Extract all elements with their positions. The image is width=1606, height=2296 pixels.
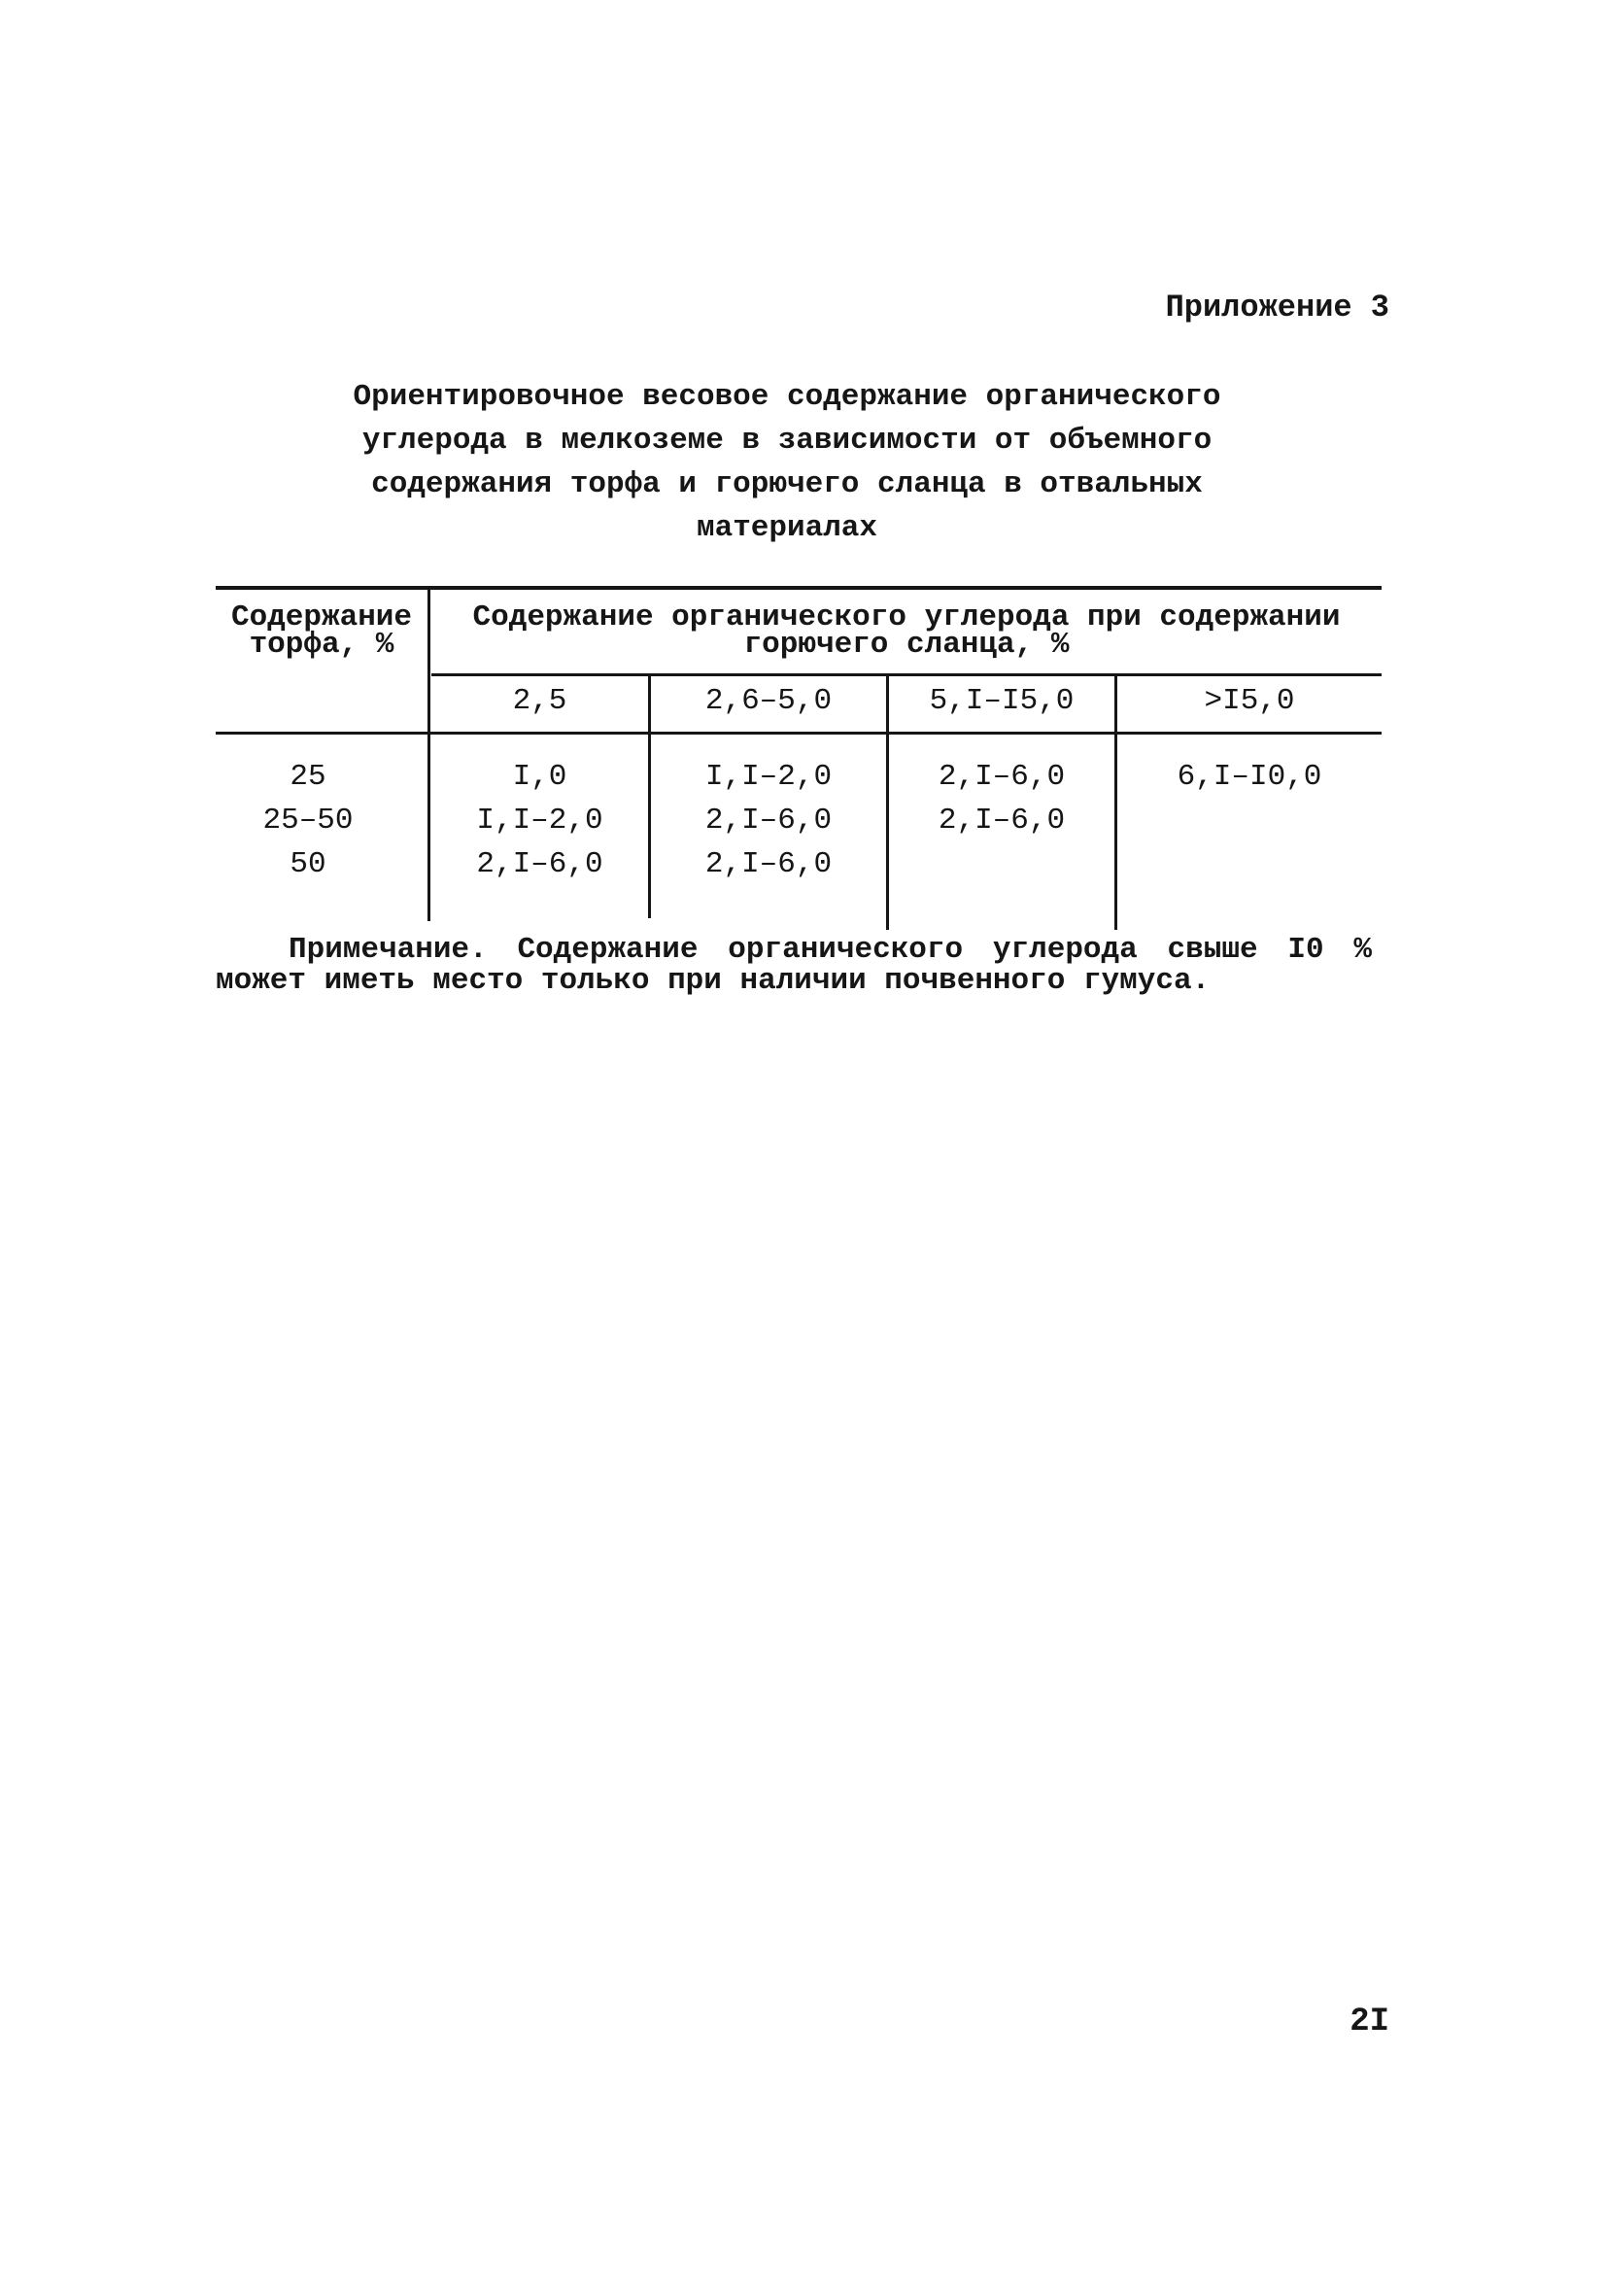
row-peat-value: 50: [290, 847, 326, 881]
group-header-line1: Содержание органического углерода при содержании: [472, 600, 1341, 634]
value-column-5-1-15-0: [889, 755, 1114, 842]
title-line: Ориентировочное весовое содержание органического: [353, 380, 1221, 414]
value-column-2-5: [431, 755, 648, 886]
header-bottom-rule: [216, 732, 1382, 735]
column-header-2-5: 2,5: [512, 684, 567, 718]
table-top-rule: [216, 586, 1382, 590]
note-line1: Примечание. Содержание органического углерода свыше I0 %: [289, 933, 1372, 967]
value-column-2-6-5-0: [651, 755, 886, 886]
title-line: содержания торфа и горючего сланца в отвальных: [371, 467, 1203, 501]
table-cell: 2,I–6,0: [476, 847, 603, 881]
table-cell: I,I–2,0: [476, 804, 603, 838]
peat-column-divider: [427, 586, 430, 921]
peat-header-line1: Содержание: [230, 600, 413, 634]
value-column-over-15: [1117, 755, 1382, 799]
page-number: 2I: [1350, 2004, 1389, 2040]
title-line: материалах: [696, 511, 878, 545]
carbon-content-table: [216, 586, 1382, 936]
header-group-rule: [431, 673, 1382, 676]
table-cell: I,0: [512, 760, 567, 794]
table-cell: 2,I–6,0: [704, 804, 833, 838]
table-cell: 6,I–I0,0: [1177, 760, 1322, 794]
table-cell: 2,I–6,0: [938, 804, 1066, 838]
table-cell: 2,I–6,0: [938, 760, 1066, 794]
row-peat-value: 25: [290, 760, 326, 794]
appendix-label: Приложение 3: [1165, 290, 1389, 326]
column-header-5-1-15-0: 5,I–I5,0: [929, 684, 1075, 718]
peat-column: [216, 755, 400, 886]
title-line: углерода в мелкоземе в зависимости от объемного: [361, 424, 1213, 458]
note-line2: может иметь место только при наличии почвенного гумуса.: [216, 964, 1211, 998]
peat-header-line2: торфа, %: [249, 628, 394, 662]
document-title: [321, 375, 1253, 550]
column-header-over-15: >I5,0: [1204, 684, 1295, 718]
group-header-line2: горючего сланца, %: [743, 628, 1070, 662]
row-peat-value: 25–50: [262, 804, 354, 838]
table-cell: 2,I–6,0: [704, 847, 833, 881]
column-header-2-6-5-0: 2,6–5,0: [704, 684, 833, 718]
table-note: [216, 935, 1372, 997]
table-cell: I,I–2,0: [704, 760, 833, 794]
